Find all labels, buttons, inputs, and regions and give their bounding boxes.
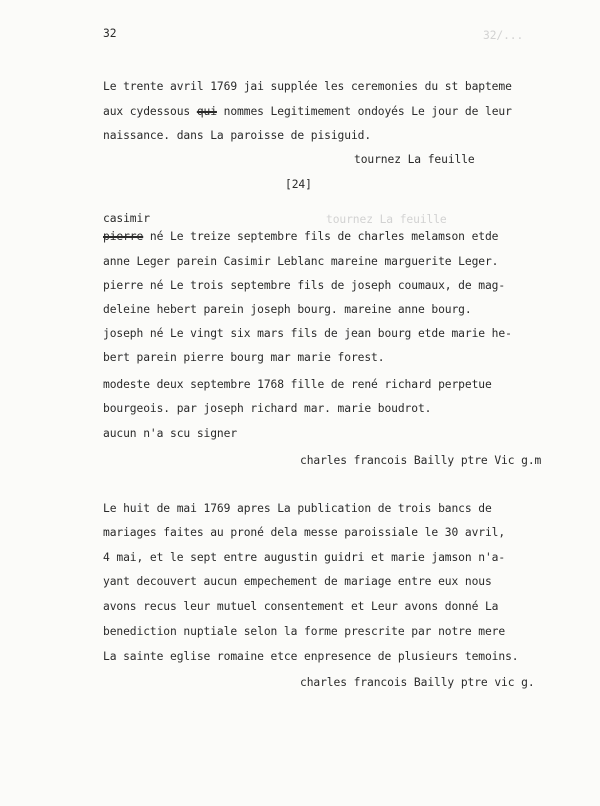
signature-2: charles francois Bailly ptre vic g. [300,676,535,689]
entry3-line3: 4 mai, et le sept entre augustin guidri et marie jamson n'a- [103,551,506,564]
entry2-line5: joseph né Le vingt six mars fils de jean bourg etde marie he- [103,327,512,340]
entry1-line2 [103,105,512,119]
page-number: 32 [103,27,117,40]
turn-page-note: tournez La feuille [354,153,475,166]
entry1-line3: naissance. dans La paroisse de pisiguid. [103,129,372,142]
signature-1: charles francois Bailly ptre Vic g.m [300,454,542,467]
insertion-casimir: casimir [103,212,150,225]
entry2-line1-rest: né Le treize septembre fils de charles melamson etde [143,230,499,243]
folio-number: [24] [285,178,312,191]
entry3-line7: La sainte eglise romaine etce enpresence de plusieurs temoins. [103,650,519,663]
archive-stamp: 32/... [483,29,524,42]
struck-word-pierre: pierre [103,230,144,243]
entry2-line6: bert parein pierre bourg mar marie forest. [103,351,385,364]
ghost-turn-note: tournez La feuille [326,213,447,226]
entry1-line2b: nommes Legitimement ondoyés Le jour de leur [216,105,512,118]
entry3-line5: avons recus leur mutuel consentement et Leur avons donné La [103,600,499,613]
entry2-line8: bourgeois. par joseph richard mar. marie boudrot. [103,402,432,415]
entry3-line4: yant decouvert aucun empechement de mariage entre eux nous [103,575,492,588]
entry2-line4: deleine hebert parein joseph bourg. mareine anne bourg. [103,303,472,316]
entry1-line2a: aux cydessous [103,105,197,118]
entry2-line9: aucun n'a scu signer [103,427,238,440]
entry2-line1 [103,230,498,244]
entry1-line1: Le trente avril 1769 jai supplée les ceremonies du st bapteme [103,80,512,93]
entry2-line3: pierre né Le trois septembre fils de joseph coumaux, de mag- [103,279,506,292]
entry3-line6: benediction nuptiale selon la forme prescrite par notre mere [103,625,506,638]
entry2-line7: modeste deux septembre 1768 fille de rené richard perpetue [103,378,492,391]
entry2-line2: anne Leger parein Casimir Leblanc mareine marguerite Leger. [103,255,499,268]
struck-word-qui: qui [196,105,217,118]
entry3-line2: mariages faites au proné dela messe paroissiale le 30 avril, [103,526,506,539]
entry3-line1: Le huit de mai 1769 apres La publication de trois bancs de [103,502,492,515]
